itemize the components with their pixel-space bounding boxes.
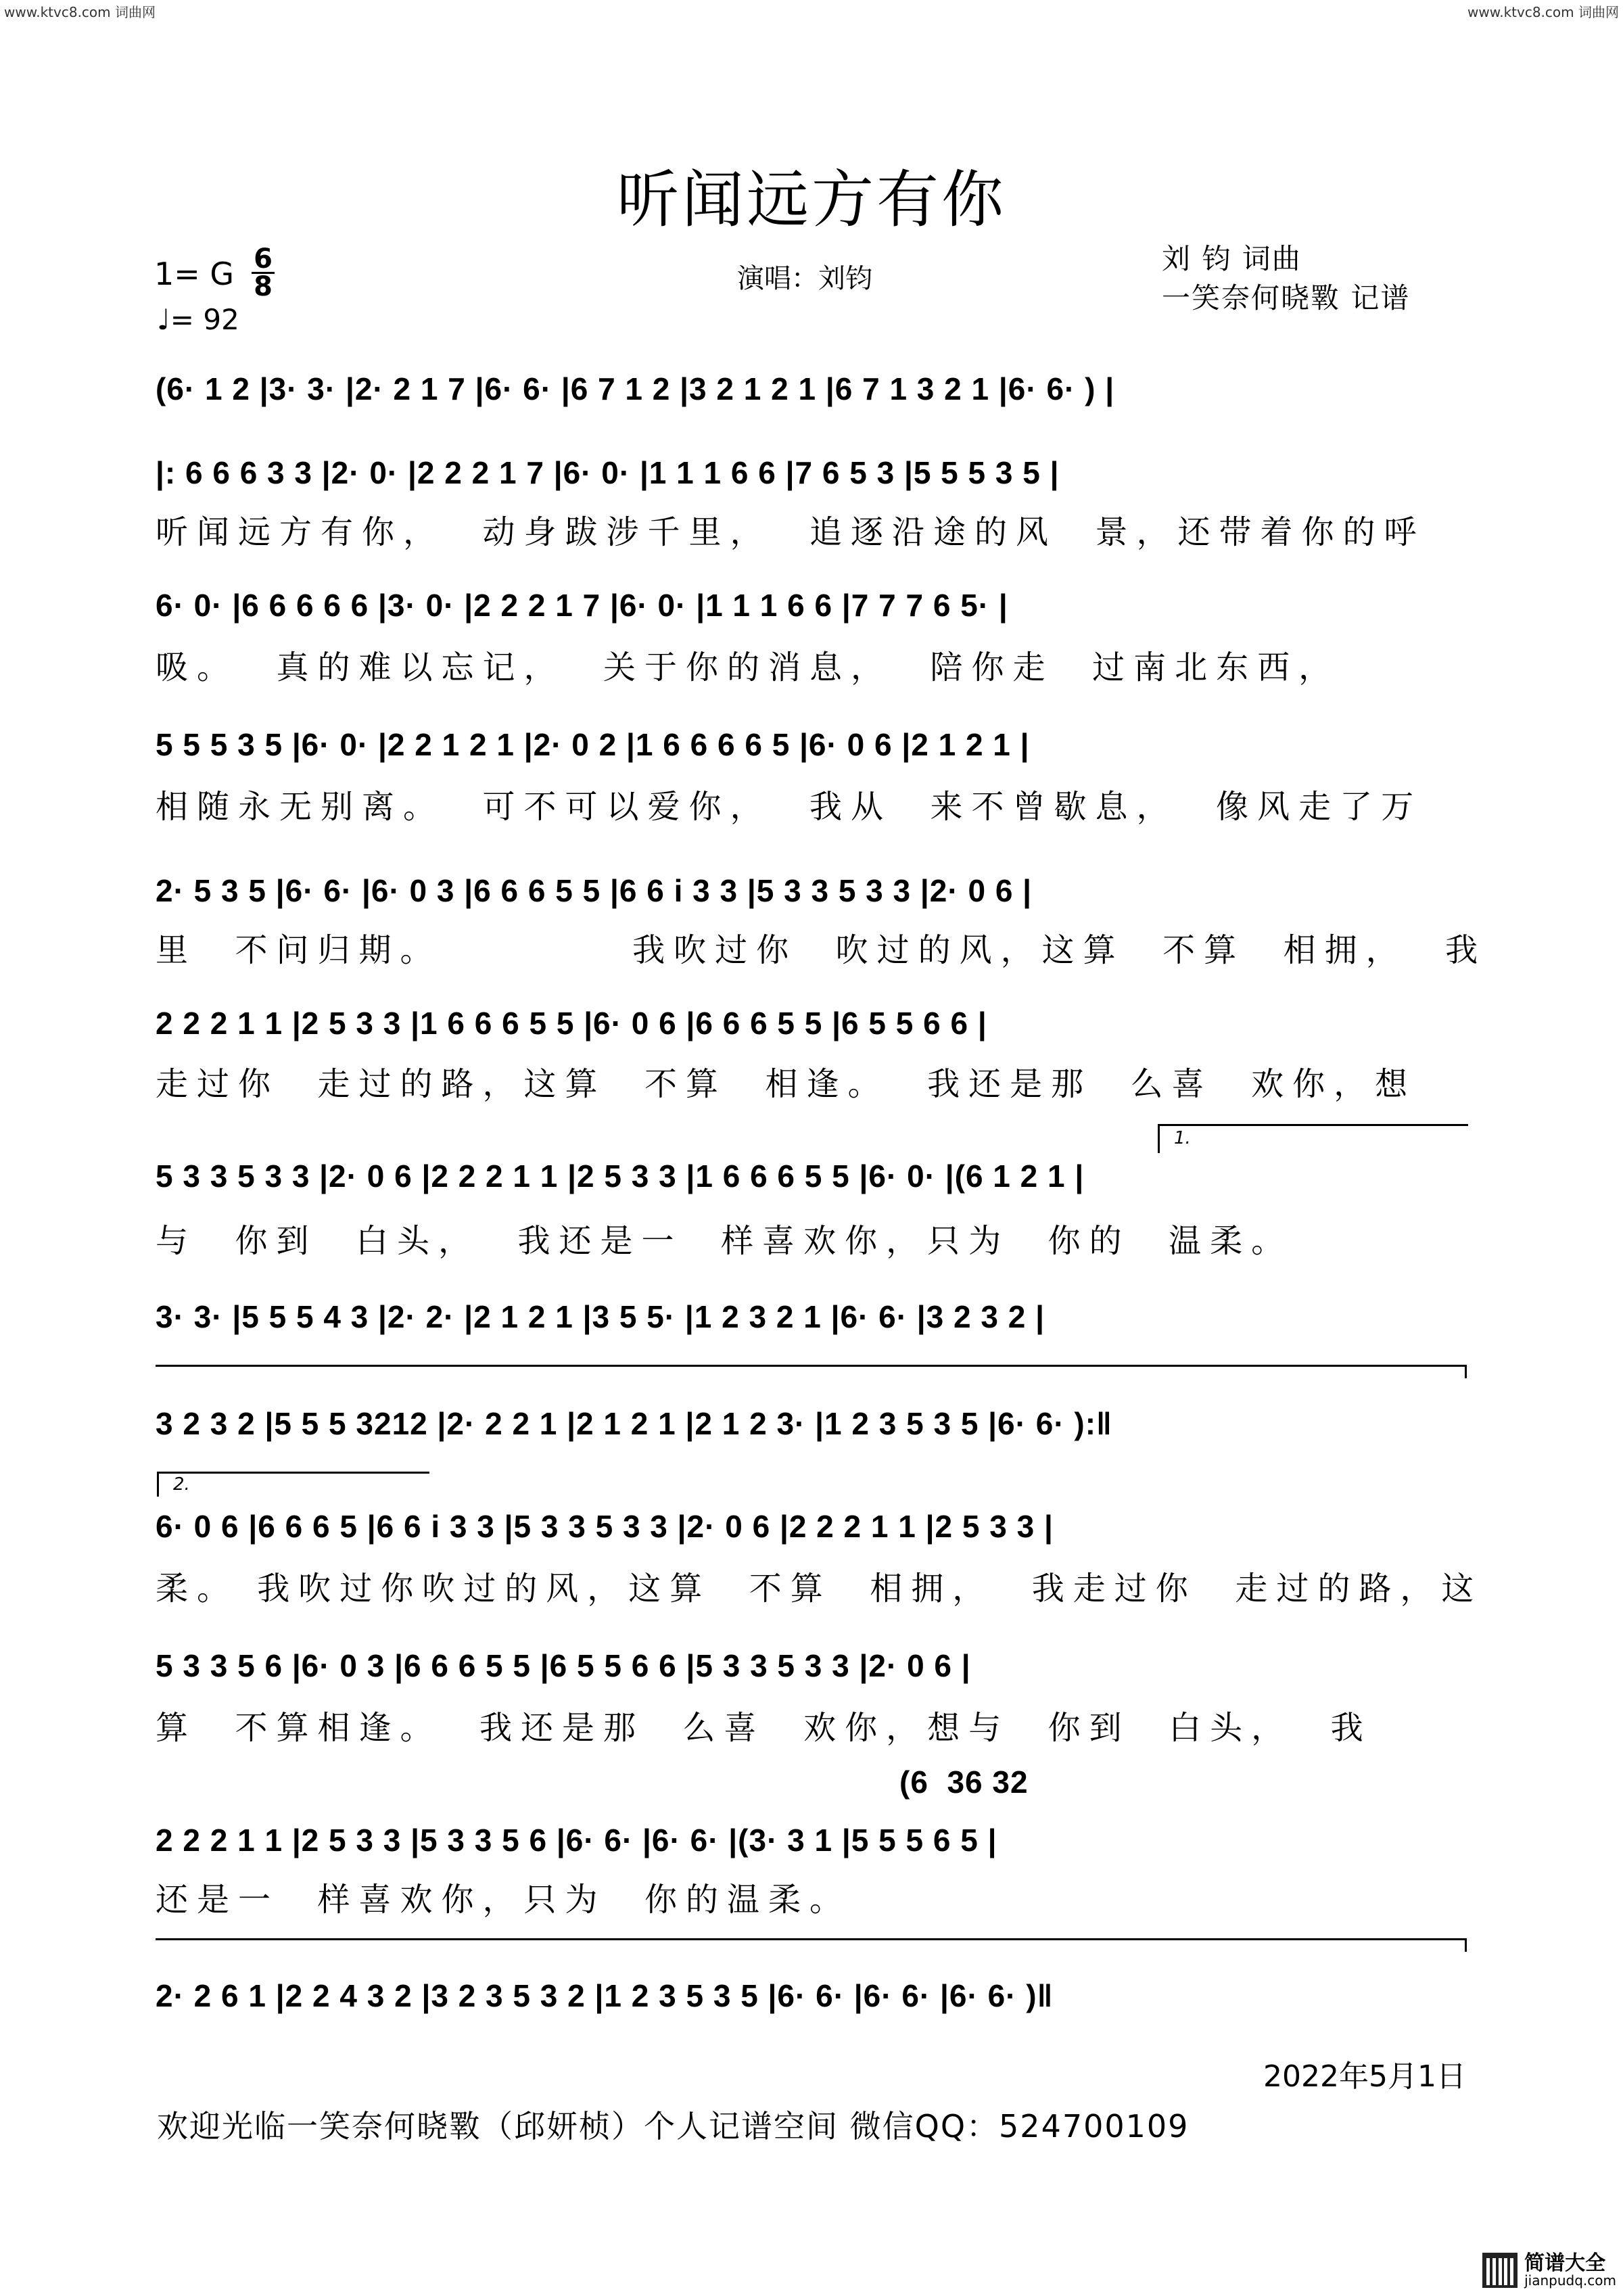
time-signature <box>252 243 275 302</box>
volta-1-end-tick <box>1465 1365 1467 1378</box>
lyric-line-5: 走过你 走过的路，这算 不算 相逢。 我还是那 么喜 欢你，想 <box>156 1065 1417 1103</box>
notation-row-1: (6· 1 2 |3· 3· |2· 2 1 7 |6· 6· |6 7 1 2 |3 2 1 2 1 |6 7 1 3 2 1 |6· 6· ) | <box>156 371 1115 406</box>
notation-row-11: 5 3 3 5 6 |6· 0 3 |6 6 6 5 5 |6 5 5 6 6 |5 3 3 5 3 3 |2· 0 6 | <box>156 1648 971 1683</box>
volta-1-bracket <box>1158 1124 1468 1153</box>
lyric-line-6: 与 你到 白头， 我还是一 样喜欢你，只为 你的 温柔。 <box>156 1222 1293 1260</box>
welcome-line: 欢迎光临一笑奈何晓斁（邱妍桢）个人记谱空间 微信QQ：524700109 <box>157 2108 1190 2145</box>
volta-1-continuation <box>156 1365 1466 1380</box>
lyric-line-2: 吸。 真的难以忘记， 关于你的消息， 陪你走 过南北东西， <box>156 649 1340 686</box>
site-watermark-right[interactable]: www.ktvc8.com 词曲网 <box>1467 4 1619 20</box>
volta-2-bracket <box>157 1472 429 1497</box>
volta-2-number: 2. <box>173 1474 190 1495</box>
notation-row-7: 5 3 3 5 3 3 |2· 0 6 |2 2 2 1 1 |2 5 3 3 |1 6 6 6 5 5 |6· 0· |(6 1 2 1 | <box>156 1158 1085 1194</box>
lyric-line-7: 柔。 我吹过你吹过的风，这算 不算 相拥， 我走过你 走过的路，这 <box>156 1570 1483 1608</box>
ossia-notes: (6 36 32 <box>899 1764 1029 1800</box>
date-stamp: 2022年5月1日 <box>1263 2059 1466 2094</box>
lyric-line-9: 还是一 样喜欢你，只为 你的温柔。 <box>156 1881 851 1919</box>
volta-1-number: 1. <box>1174 1128 1191 1148</box>
time-top: 6 <box>254 243 273 275</box>
notation-row-13: 2· 2 6 1 |2 2 4 3 2 |3 2 3 5 3 2 |1 2 3 5 3 5 |6· 6· |6· 6· |6· 6· )‖ <box>156 1978 1054 2013</box>
lyric-line-4: 里 不问归期。 我吹过你 吹过的风，这算 不算 相拥， 我 <box>156 931 1487 969</box>
tempo-marking: ♩= 92 <box>157 303 239 336</box>
transcriber-credit: 一笑奈何晓斁 记谱 <box>1162 281 1411 314</box>
time-bottom: 8 <box>254 271 273 302</box>
logo-url: jianpudq.com <box>1524 2272 1616 2289</box>
lyric-line-1: 听闻远方有你， 动身跋涉千里， 追逐沿途的风 景，还带着你的呼 <box>156 513 1426 551</box>
notation-row-12: 2 2 2 1 1 |2 5 3 3 |5 3 3 5 6 |6· 6· |6· 6· |(3· 3 1 |5 5 5 6 5 | <box>156 1823 997 1858</box>
site-watermark-left[interactable]: www.ktvc8.com 词曲网 <box>4 4 156 20</box>
notation-row-4: 5 5 5 3 5 |6· 0· |2 2 1 2 1 |2· 0 2 |1 6 6 6 6 5 |6· 0 6 |2 1 2 1 | <box>156 727 1030 762</box>
piano-keys-icon <box>1482 2253 1518 2288</box>
key-signature: 1= G <box>154 256 235 292</box>
notation-row-8: 3· 3· |5 5 5 4 3 |2· 2· |2 1 2 1 |3 5 5· |1 2 3 2 1 |6· 6· |3 2 3 2 | <box>156 1299 1045 1334</box>
notation-row-3: 6· 0· |6 6 6 6 6 |3· 0· |2 2 2 1 7 |6· 0· |1 1 1 6 6 |7 7 7 6 5· | <box>156 588 1008 623</box>
lyricist-composer-credit: 刘 钧 词曲 <box>1162 242 1302 275</box>
site-logo[interactable] <box>1482 2249 1616 2292</box>
lyric-line-8: 算 不算相逢。 我还是那 么喜 欢你，想与 你到 白头， 我 <box>156 1709 1372 1747</box>
notation-row-10: 6· 0 6 |6 6 6 5 |6 6 i 3 3 |5 3 3 5 3 3 |2· 0 6 |2 2 2 1 1 |2 5 3 3 | <box>156 1509 1054 1544</box>
notation-row-2: |: 6 6 6 3 3 |2· 0· |2 2 2 1 7 |6· 0· |1 1 1 6 6 |7 6 5 3 |5 5 5 3 5 | <box>156 455 1060 490</box>
logo-name: 简谱大全 <box>1524 2251 1606 2275</box>
singer-credit: 演唱：刘钧 <box>737 263 872 294</box>
song-title: 听闻远方有你 <box>616 164 1006 236</box>
notation-row-9: 3 2 3 2 |5 5 5 3212 |2· 2 2 1 |2 1 2 1 |2 1 2 3· |1 2 3 5 3 5 |6· 6· ):‖ <box>156 1406 1112 1441</box>
notation-row-5: 2· 5 3 5 |6· 6· |6· 0 3 |6 6 6 5 5 |6 6 i 3 3 |5 3 3 5 3 3 |2· 0 6 | <box>156 873 1033 908</box>
lyric-line-3: 相随永无别离。 可不可以爱你， 我从 来不曾歇息， 像风走了万 <box>156 788 1423 826</box>
notation-row-6: 2 2 2 1 1 |2 5 3 3 |1 6 6 6 5 5 |6· 0 6 |6 6 6 5 5 |6 5 5 6 6 | <box>156 1006 987 1041</box>
final-system-bracket-tick <box>1465 1938 1467 1952</box>
final-system-bracket <box>156 1938 1466 1954</box>
